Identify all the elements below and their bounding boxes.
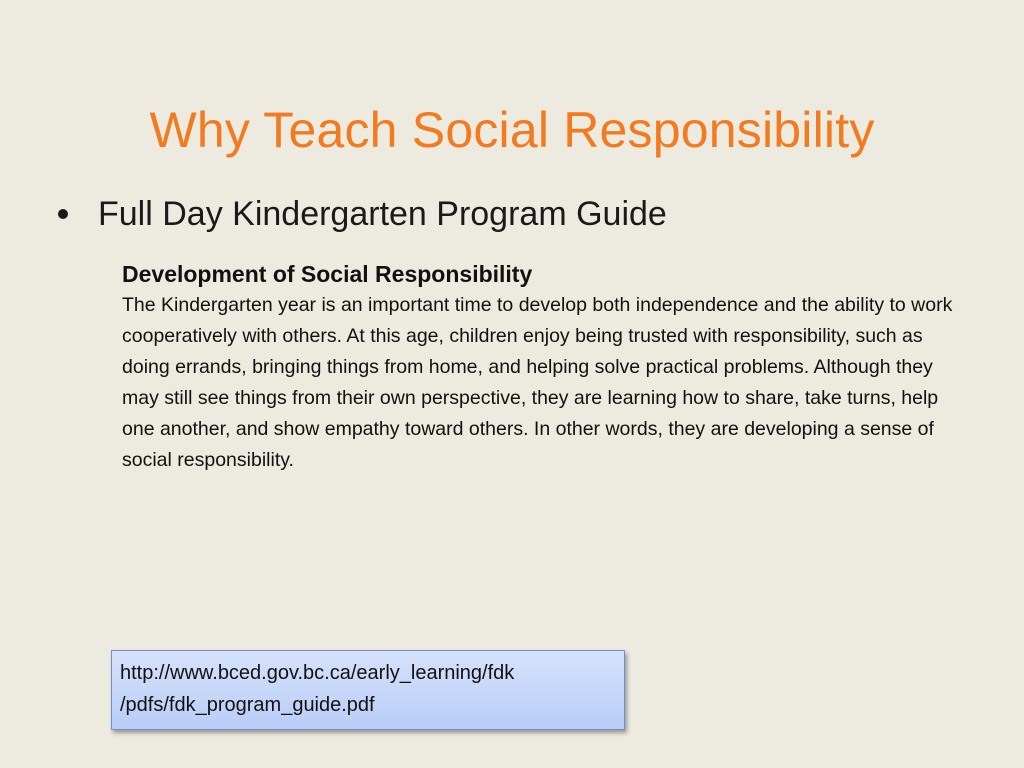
- bullet-item: [58, 190, 667, 238]
- bullet-text: Full Day Kindergarten Program Guide: [98, 194, 667, 233]
- section-heading: Development of Social Responsibility: [122, 261, 533, 287]
- source-link-line-1[interactable]: http://www.bced.gov.bc.ca/early_learning/fdk: [120, 662, 515, 684]
- source-link-line-2[interactable]: /pdfs/fdk_program_guide.pdf: [120, 694, 375, 716]
- source-link-box[interactable]: [111, 650, 625, 730]
- section-body: The Kindergarten year is an important time to develop both independence and the ability to work cooperatively with others. At this age, children enjoy being trusted with responsibility, such as doing errands, bringing things from home, and helping solve practical problems. Although they may still see things from their own perspective, they are learning how to share, take turns, help one another, and show empathy toward others. In other words, they are developing a sense of social responsibility.: [122, 294, 953, 471]
- bullet-dot-icon: [58, 209, 68, 219]
- quote-section: [122, 258, 972, 476]
- slide-title: Why Teach Social Responsibility: [149, 101, 875, 158]
